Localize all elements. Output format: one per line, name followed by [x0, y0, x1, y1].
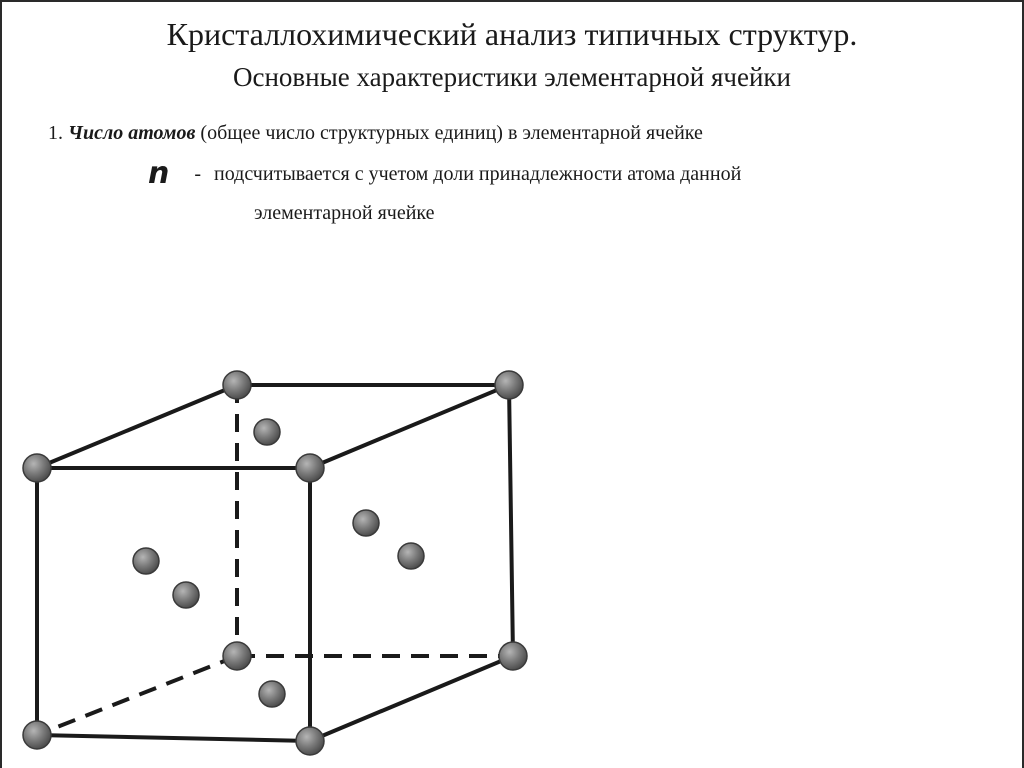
atoms — [23, 371, 527, 755]
item-number: 1. — [48, 122, 63, 144]
corner-atom — [499, 642, 527, 670]
depth-edge-bottom-right — [310, 656, 513, 741]
slide-subtitle: Основные характеристики элементарной ячейки — [233, 62, 791, 92]
corner-atom — [296, 454, 324, 482]
n-text-continuation: элементарной ячейке — [254, 202, 435, 224]
item-term: Число атомов — [68, 122, 196, 144]
face-center-atom-front — [173, 582, 199, 608]
front-bottom-edge — [37, 735, 310, 741]
face-center-atom-bottom — [259, 681, 285, 707]
slide-title: Кристаллохимический анализ типичных структур. — [166, 16, 858, 52]
fcc-unit-cell-figure — [2, 2, 1024, 768]
corner-atom — [296, 727, 324, 755]
n-symbol: n — [148, 156, 170, 191]
item-text: (общее число структурных единиц) в элементарной ячейке — [195, 122, 703, 144]
face-center-atom-back — [353, 510, 379, 536]
face-center-atom-left — [133, 548, 159, 574]
corner-atom — [223, 642, 251, 670]
face-center-atom-top — [254, 419, 280, 445]
n-text: подсчитывается с учетом доли принадлежности атома данной — [214, 163, 742, 185]
face-center-atom-right — [398, 543, 424, 569]
n-dash: - — [194, 163, 202, 185]
depth-edge-top-right — [310, 385, 509, 468]
depth-edge-top-left — [37, 385, 237, 468]
back-right-edge — [509, 385, 513, 656]
corner-atom — [495, 371, 523, 399]
corner-atom — [23, 721, 51, 749]
hidden-edge-bottom-left — [37, 656, 237, 735]
corner-atom — [23, 454, 51, 482]
corner-atom — [223, 371, 251, 399]
